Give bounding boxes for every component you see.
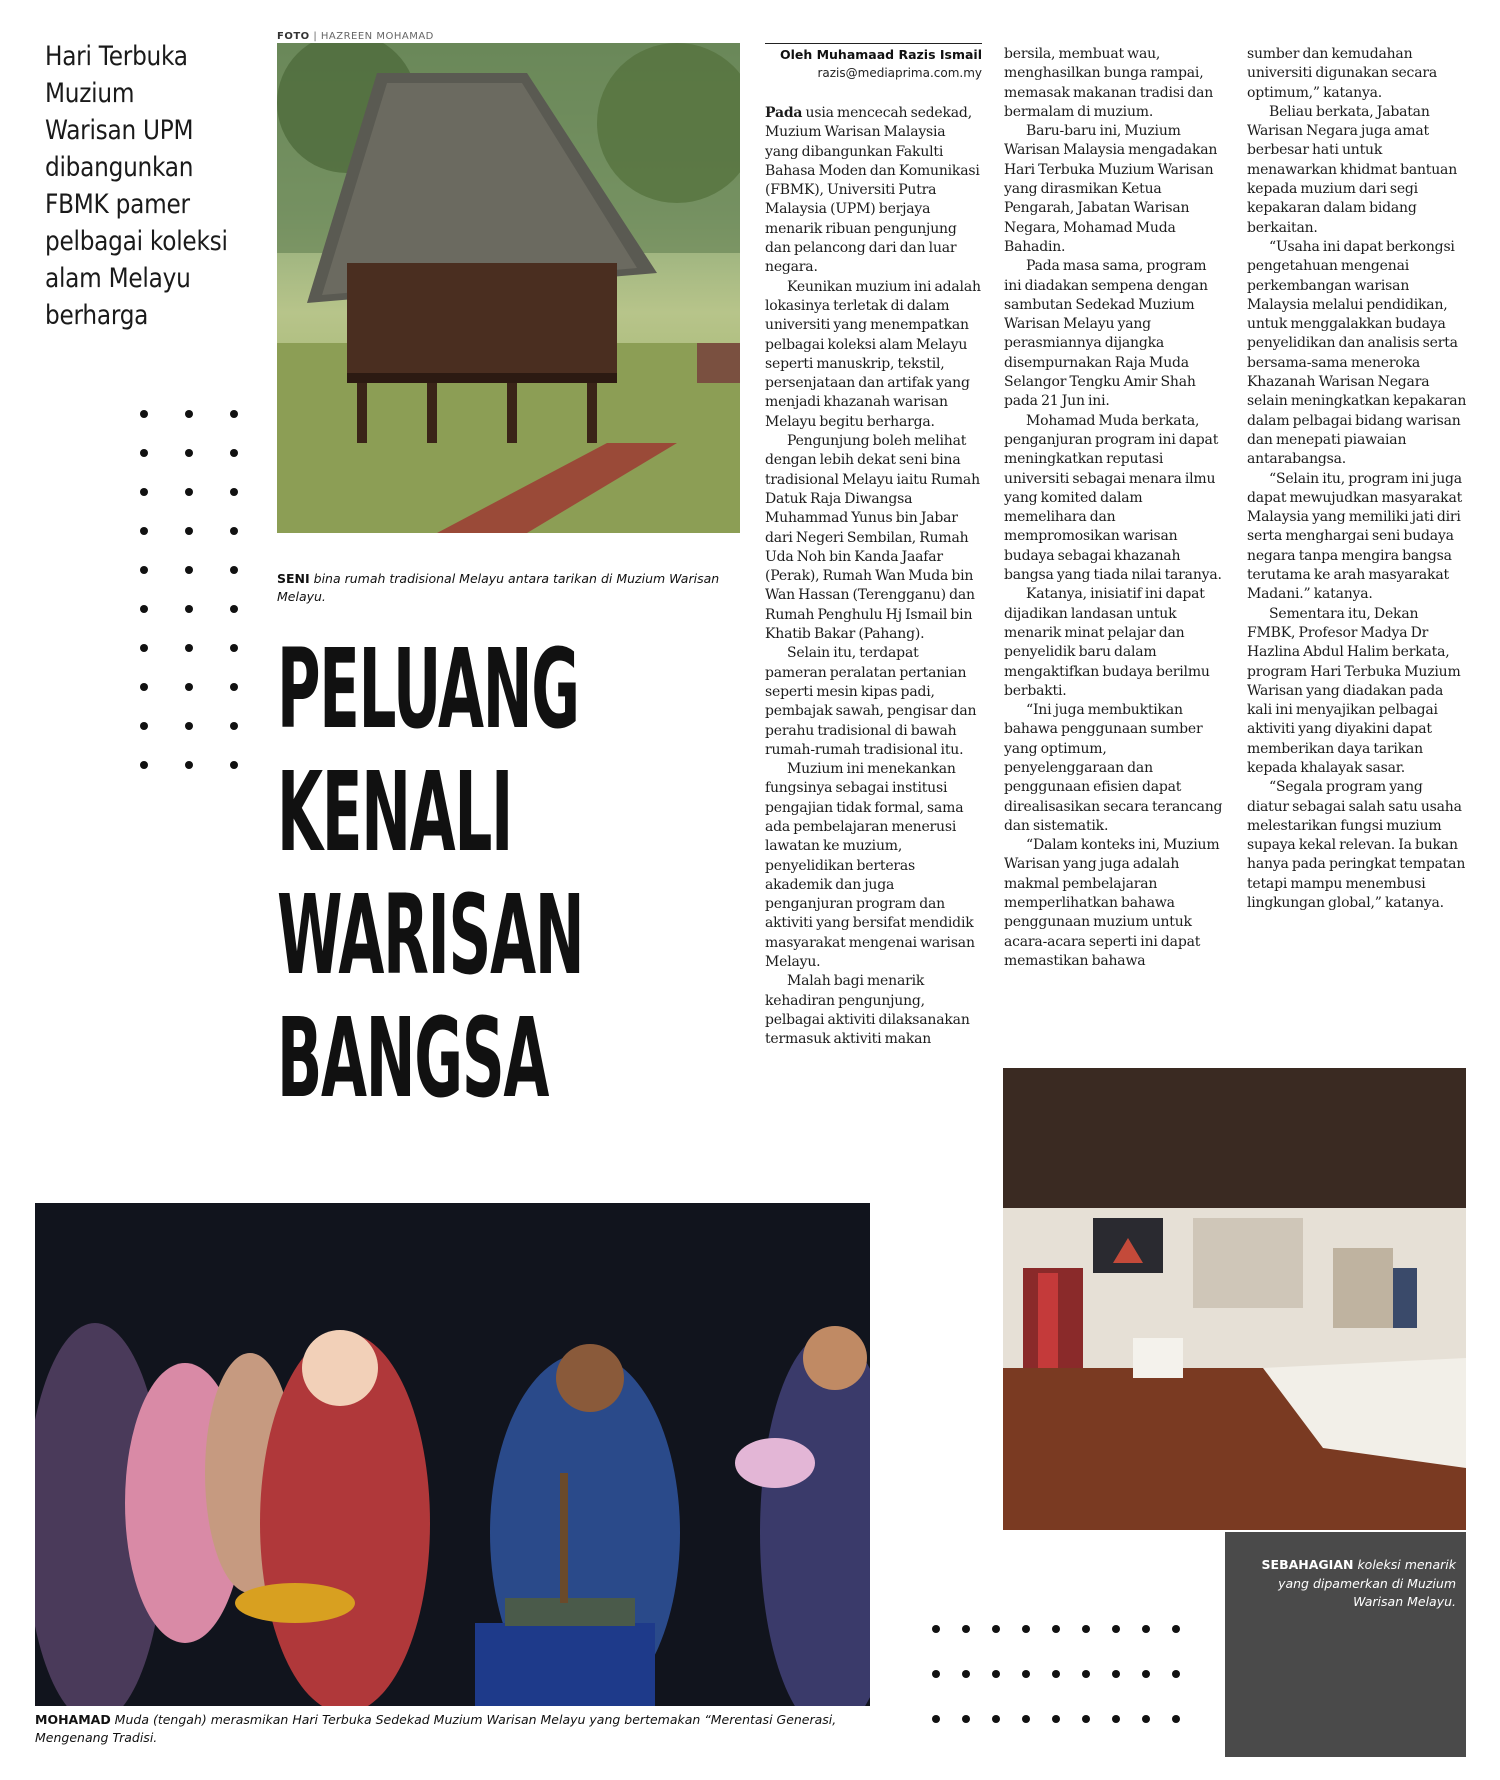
museum-gallery-illustration: [1003, 1068, 1466, 1530]
paragraph: Mohamad Muda berkata, penganjuran program ini dapat meningkatkan reputasi universiti sebagai menara ilmu yang komited dalam memelihara dan mempromosikan warisan budaya sebagai khazanah bangsa yang tiada nilai taranya.: [1004, 412, 1222, 584]
decorative-dot: [140, 644, 148, 652]
decorative-dot: [140, 683, 148, 691]
headline-line-3: WARISAN: [277, 871, 584, 999]
paragraph: “Segala program yang diatur sebagai salah satu usaha melestarikan fungsi muzium supaya kekal relevan. Ia bukan hanya pada peringkat tempatan tetapi mampu menembusi lingkungan global,” katanya.: [1247, 779, 1466, 912]
decorative-dot: [1172, 1715, 1180, 1723]
decorative-dot: [185, 761, 193, 769]
lead-word: Pada: [765, 105, 803, 121]
decorative-dot: [1142, 1715, 1150, 1723]
decorative-dot: [140, 449, 148, 457]
decorative-dot: [230, 605, 238, 613]
decorative-dot: [140, 605, 148, 613]
paragraph: Keunikan muzium ini adalah lokasinya terletak di dalam universiti yang menempatkan pelbagai koleksi alam Melayu seperti manuskrip, tekstil, persenjataan dan artifak yang menjadi khazanah warisan Melayu begitu berharga.: [765, 278, 981, 430]
article-headline: [277, 625, 584, 1122]
photo-credit-name: HAZREEN MOHAMAD: [320, 31, 434, 42]
paragraph: sumber dan kemudahan universiti digunakan secara optimum,” katanya.: [1247, 46, 1437, 101]
decorative-dot: [185, 605, 193, 613]
paragraph: Selain itu, terdapat pameran peralatan pertanian seperti mesin kipas padi, pembajak sawah, pengisar dan perahu tradisional di bawah rumah-rumah tradisional itu.: [765, 645, 977, 758]
launch-caption-lead: MOHAMAD: [35, 1712, 111, 1727]
paragraph: “Ini juga membuktikan bahawa penggunaan sumber yang optimum, penyelenggaraan dan penggunaan efisien dapat direalisasikan secara terancang dan sistematik.: [1004, 702, 1223, 834]
photo-credit: FOTO | HAZREEN MOHAMAD: [277, 31, 434, 42]
house-caption-text: bina rumah tradisional Melayu antara tarikan di Muzium Warisan Melayu.: [277, 571, 720, 604]
decorative-dot: [230, 527, 238, 535]
decorative-dot: [992, 1625, 1000, 1633]
decorative-dot: [1142, 1670, 1150, 1678]
decorative-dot: [962, 1715, 970, 1723]
decorative-dot: [140, 722, 148, 730]
paragraph: Pada masa sama, program ini diadakan sempena dengan sambutan Sedekad Muzium Warisan Melayu yang perasmiannya dijangka disempurnakan Raja Muda Selangor Tengku Amir Shah pada 21 Jun ini.: [1004, 258, 1208, 410]
decorative-dot: [932, 1625, 940, 1633]
byline-author: Oleh Muhamaad Razis Ismail: [779, 47, 982, 62]
decorative-dot: [230, 410, 238, 418]
headline-line-2: KENALI: [277, 748, 512, 876]
paragraph: “Usaha ini dapat berkongsi pengetahuan mengenai perkembangan warisan Malaysia melalui pendidikan, untuk menggalakkan budaya penyelidikan dan analisis serta bersama-sama meneroka Khazanah Warisan Negara selain meningkatkan kepakaran dalam pelbagai bidang warisan dan menepati piawaian antarabangsa.: [1247, 238, 1467, 468]
decorative-dot: [1022, 1715, 1030, 1723]
decorative-dot: [1082, 1715, 1090, 1723]
gallery-caption-text: koleksi menarik yang dipamerkan di Muzium Warisan Melayu.: [1278, 1557, 1456, 1609]
decorative-dot: [140, 761, 148, 769]
gallery-photo-caption: [1235, 1556, 1456, 1612]
decorative-dot: [185, 449, 193, 457]
decorative-dot: [962, 1625, 970, 1633]
decorative-dot: [992, 1715, 1000, 1723]
traditional-house-illustration: [277, 43, 740, 533]
decorative-dot: [962, 1670, 970, 1678]
paragraph: Pada usia mencecah sedekad, Muzium Warisan Malaysia yang dibangunkan Fakulti Bahasa Moden dan Komunikasi (FBMK), Universiti Putra Malaysia (UPM) berjaya menarik ribuan pengunjung dan pelancong dari dan luar negara.: [765, 105, 980, 276]
article-column-2: [1004, 45, 1226, 971]
launch-ceremony-photo: [35, 1203, 870, 1706]
house-photo-caption: [277, 570, 740, 606]
byline-email: razis@mediaprima.com.my: [817, 66, 982, 80]
gallery-caption-lead: SEBAHAGIAN: [1261, 1557, 1354, 1572]
paragraph: “Selain itu, program ini juga dapat mewujudkan masyarakat Malaysia yang memiliki jati diri serta menghargai seni budaya negara tanpa mengira bangsa terutama ke arah masyarakat Madani.” katanya.: [1247, 470, 1463, 603]
decorative-dot: [230, 449, 238, 457]
paragraph: Malah bagi menarik kehadiran pengunjung, pelbagai aktiviti dilaksanakan termasuk aktiviti makan: [765, 973, 970, 1048]
article-column-3: [1247, 45, 1467, 913]
decorative-dot: [1082, 1625, 1090, 1633]
article-deck: Hari Terbuka Muzium Warisan UPM dibangunkan FBMK pamer pelbagai koleksi alam Melayu berharga: [45, 41, 228, 331]
paragraph: Beliau berkata, Jabatan Warisan Negara juga amat berbesar hati untuk menawarkan khidmat bantuan kepada muzium dari segi kepakaran dalam bidang berkaitan.: [1247, 103, 1458, 236]
launch-ceremony-illustration: [35, 1203, 870, 1706]
byline-rule: [765, 43, 982, 44]
headline-line-4: BANGSA: [277, 994, 549, 1122]
decorative-dot: [992, 1670, 1000, 1678]
decorative-dot: [932, 1670, 940, 1678]
decorative-dot: [185, 566, 193, 574]
decorative-dot-grid-left: [140, 410, 238, 769]
museum-gallery-photo: [1003, 1068, 1466, 1530]
decorative-dot: [1082, 1670, 1090, 1678]
decorative-dot-grid-bottom: [932, 1625, 1180, 1723]
decorative-dot: [140, 527, 148, 535]
decorative-dot: [932, 1715, 940, 1723]
paragraph: Sementara itu, Dekan FMBK, Profesor Madya Dr Hazlina Abdul Halim berkata, program Hari Terbuka Muzium Warisan yang diadakan pada kali ini menyajikan pelbagai aktiviti yang diyakini dapat memberikan daya tarikan kepada khalayak sasar.: [1247, 605, 1461, 776]
decorative-dot: [185, 722, 193, 730]
paragraph: Katanya, inisiatif ini dapat dijadikan landasan untuk menarik minat pelajar dan penyelidik baru dalam mengaktifkan budaya berilmu berbakti.: [1004, 586, 1210, 699]
decorative-dot: [1112, 1625, 1120, 1633]
decorative-dot: [230, 722, 238, 730]
decorative-dot: [1022, 1625, 1030, 1633]
decorative-dot: [140, 488, 148, 496]
paragraph: Pengunjung boleh melihat dengan lebih dekat seni bina tradisional Melayu iaitu Rumah Datuk Raja Diwangsa Muhammad Yunus bin Jabar dari Negeri Sembilan, Rumah Uda Noh bin Kanda Jaafar (Perak), Rumah Wan Muda bin Wan Hassan (Terengganu) dan Rumah Penghulu Hj Ismail bin Khatib Bakar (Pahang).: [765, 433, 980, 643]
launch-photo-caption: [35, 1711, 870, 1747]
paragraph: bersila, membuat wau, menghasilkan bunga rampai, memasak makanan tradisi dan bermalam di muzium.: [1004, 46, 1214, 120]
decorative-dot: [230, 488, 238, 496]
decorative-dot: [230, 644, 238, 652]
decorative-dot: [185, 644, 193, 652]
decorative-dot: [1112, 1670, 1120, 1678]
decorative-dot: [1112, 1715, 1120, 1723]
launch-caption-text: Muda (tengah) merasmikan Hari Terbuka Sedekad Muzium Warisan Melayu yang bertemakan “Merentasi Generasi, Mengenang Tradisi.: [35, 1712, 837, 1745]
photo-credit-label: FOTO: [277, 31, 310, 42]
paragraph: Baru-baru ini, Muzium Warisan Malaysia mengadakan Hari Terbuka Muzium Warisan yang dirasmikan Ketua Pengarah, Jabatan Warisan Negara, Mohamad Muda Bahadin.: [1004, 123, 1218, 255]
decorative-dot: [185, 410, 193, 418]
headline-line-1: PELUANG: [277, 625, 579, 753]
decorative-dot: [140, 410, 148, 418]
decorative-dot: [1052, 1625, 1060, 1633]
decorative-dot: [1172, 1625, 1180, 1633]
house-caption-lead: SENI: [277, 571, 310, 586]
decorative-dot: [185, 683, 193, 691]
decorative-dot: [140, 566, 148, 574]
decorative-dot: [230, 566, 238, 574]
decorative-dot: [1052, 1715, 1060, 1723]
paragraph: “Dalam konteks ini, Muzium Warisan yang juga adalah makmal pembelajaran memperlihatkan bahawa penggunaan muzium untuk acara-acara seperti ini dapat memastikan bahawa: [1004, 837, 1220, 969]
paragraph: Muzium ini menekankan fungsinya sebagai institusi pengajian tidak formal, sama ada pembelajaran menerusi lawatan ke muzium, penyelidikan berteras akademik dan juga penganjuran program dan aktiviti yang bersifat mendidik masyarakat mengenai warisan Melayu.: [765, 761, 975, 971]
decorative-dot: [185, 488, 193, 496]
article-column-1: [765, 104, 982, 1050]
decorative-dot: [1142, 1625, 1150, 1633]
decorative-dot: [230, 683, 238, 691]
decorative-dot: [1022, 1670, 1030, 1678]
traditional-house-photo: [277, 43, 740, 533]
decorative-dot: [230, 761, 238, 769]
decorative-dot: [185, 527, 193, 535]
decorative-dot: [1172, 1670, 1180, 1678]
decorative-dot: [1052, 1670, 1060, 1678]
